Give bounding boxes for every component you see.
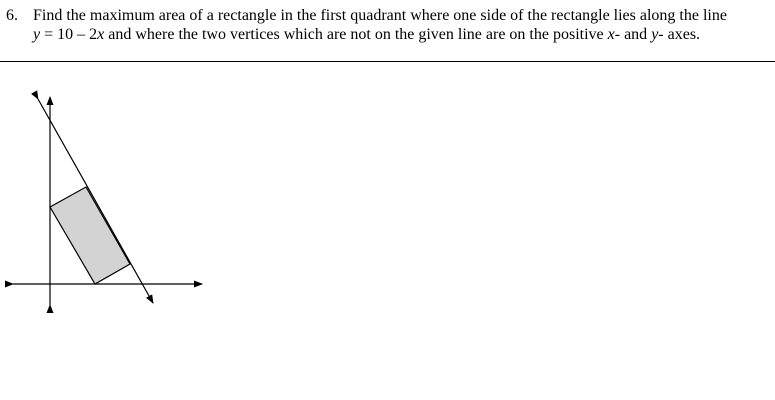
var-x-axis: x: [607, 26, 615, 43]
problem-number: 6.: [6, 7, 18, 24]
condition-text: and where the two vertices which are not on the given line are on the positive: [104, 26, 608, 43]
and-text: - and: [614, 26, 652, 43]
equation-text: = 10 – 2: [40, 26, 98, 43]
var-y-axis: y: [651, 26, 659, 43]
inscribed-rectangle: [50, 187, 130, 284]
var-y: y: [33, 26, 41, 43]
axes-text: - axes.: [658, 26, 701, 43]
var-x: x: [97, 26, 105, 43]
problem-line-1: Find the maximum area of a rectangle in the first quadrant where one side of the rectangle lies along the line: [33, 7, 727, 24]
